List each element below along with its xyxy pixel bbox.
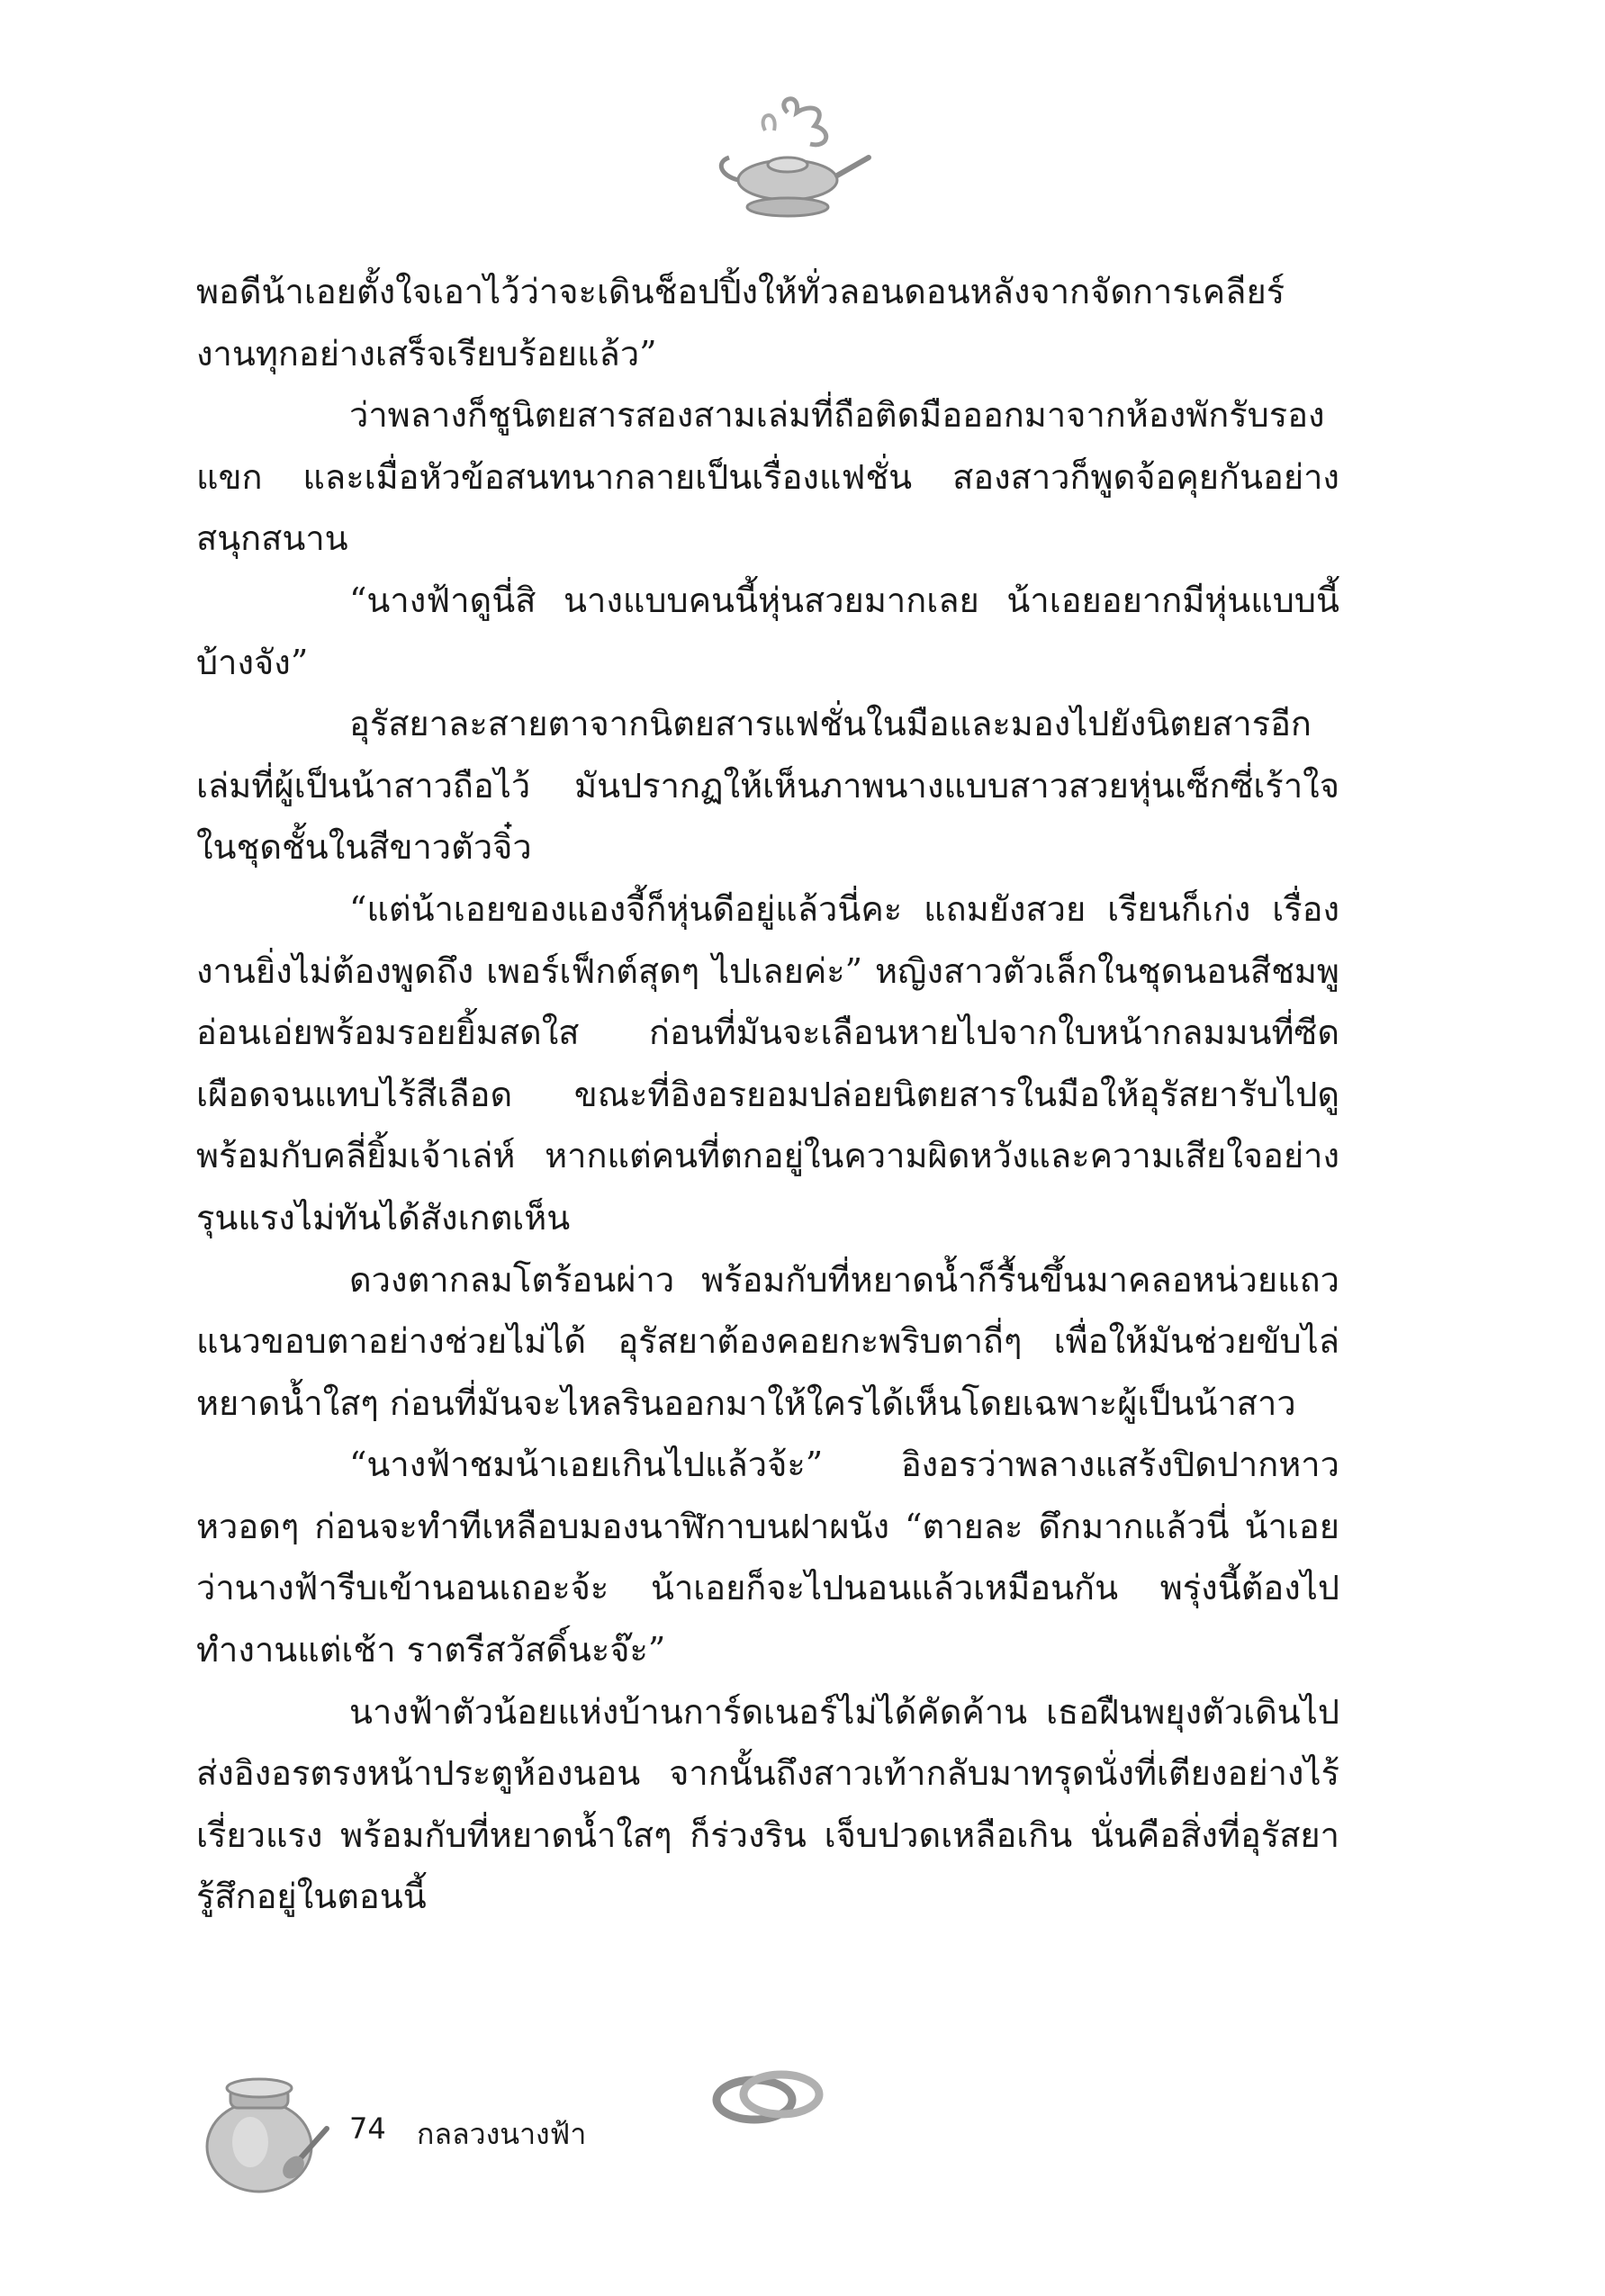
paragraph: “นางฟ้าชมน้าเอยเกินไปแล้วจ้ะ” อิงอรว่าพลางแสร้งปิดปากหาวหวอดๆ ก่อนจะทำทีเหลือบมองนาฬิกาบนฝาผนัง “ตายละ ดึกมากแล้วนี่ น้าเอยว่านางฟ้ารีบเข้านอนเถอะจ้ะ น้าเอยก็จะไปนอนแล้วเหมือนกัน พรุ่งนี้ต้องไปทำงานแต่เช้า ราตรีสวัสดิ์นะจ๊ะ” bbox=[196, 1445, 1339, 1670]
paragraph: “นางฟ้าดูนี่สิ นางแบบคนนี้หุ่นสวยมากเลย น้าเอยอยากมีหุ่นแบบนี้บ้างจัง” bbox=[196, 580, 1339, 682]
page-footer bbox=[196, 2061, 1339, 2196]
paragraph: พอดีน้าเอยตั้งใจเอาไว้ว่าจะเดินช็อปปิ้งให้ทั่วลอนดอนหลังจากจัดการเคลียร์งานทุกอย่างเสร็จเรียบร้อยแล้ว” bbox=[196, 272, 1285, 374]
paragraph: “แต่น้าเอยของแองจี้ก็หุ่นดีอยู่แล้วนี่คะ แถมยังสวย เรียนก็เก่ง เรื่องงานยิ่งไม่ต้องพูดถึง เพอร์เฟ็กต์สุดๆ ไปเลยค่ะ” หญิงสาวตัวเล็กในชุดนอนสีชมพูอ่อนเอ่ยพร้อมรอยยิ้มสดใส ก่อนที่มันจะเลือนหายไปจากใบหน้ากลมมนที่ซีดเผือดจนแทบไร้สีเลือด ขณะที่อิงอรยอมปล่อยนิตยสารในมือให้อุรัสยารับไปดูพร้อมกับคลี่ยิ้มเจ้าเล่ห์ หากแต่คนที่ตกอยู่ในความผิดหวังและความเสียใจอย่างรุนแรงไม่ทันได้สังเกตเห็น bbox=[196, 888, 1339, 1238]
paragraph: อุรัสยาละสายตาจากนิตยสารแฟชั่นในมือและมองไปยังนิตยสารอีกเล่มที่ผู้เป็นน้าสาวถือไว้ มันปรากฏให้เห็นภาพนางแบบสาวสวยหุ่นเซ็กซี่เร้าใจในชุดชั้นในสีขาวตัวจิ๋ว bbox=[196, 704, 1339, 868]
honey-pot-icon bbox=[196, 2061, 331, 2196]
paragraph: นางฟ้าตัวน้อยแห่งบ้านการ์ดเนอร์ไม่ได้คัดค้าน เธอฝืนพยุงตัวเดินไปส่งอิงอรตรงหน้าประตูห้องนอน จากนั้นถึงสาวเท้ากลับมาทรุดนั่งที่เตียงอย่างไร้เรี่ยวแรง พร้อมกับที่หยาดน้ำใสๆ ก็ร่วงริน เจ็บปวดเหลือเกิน นั่นคือสิ่งที่อุรัสยารู้สึกอยู่ในตอนนี้ bbox=[196, 1691, 1339, 1917]
book-title: กลลวงนางฟ้า bbox=[417, 2117, 587, 2151]
genie-lamp-icon bbox=[702, 95, 873, 230]
paragraph: ดวงตากลมโตร้อนผ่าว พร้อมกับที่หยาดน้ำก็รื้นขึ้นมาคลอหน่วยแถวแนวขอบตาอย่างช่วยไม่ได้ อุรัสยาต้องคอยกะพริบตาถี่ๆ เพื่อให้มันช่วยขับไล่หยาดน้ำใสๆ ก่อนที่มันจะไหลรินออกมาให้ใครได้เห็นโดยเฉพาะผู้เป็นน้าสาว bbox=[196, 1259, 1339, 1423]
body-text bbox=[196, 261, 1339, 1928]
paragraph: ว่าพลางก็ชูนิตยสารสองสามเล่มที่ถือติดมือออกมาจากห้องพักรับรองแขก และเมื่อหัวข้อสนทนากลายเป็นเรื่องแฟชั่น สองสาวก็พูดจ้อคุยกันอย่างสนุกสนาน bbox=[196, 395, 1339, 559]
wedding-rings-icon bbox=[709, 2066, 826, 2129]
page-number: 74 bbox=[349, 2111, 386, 2146]
